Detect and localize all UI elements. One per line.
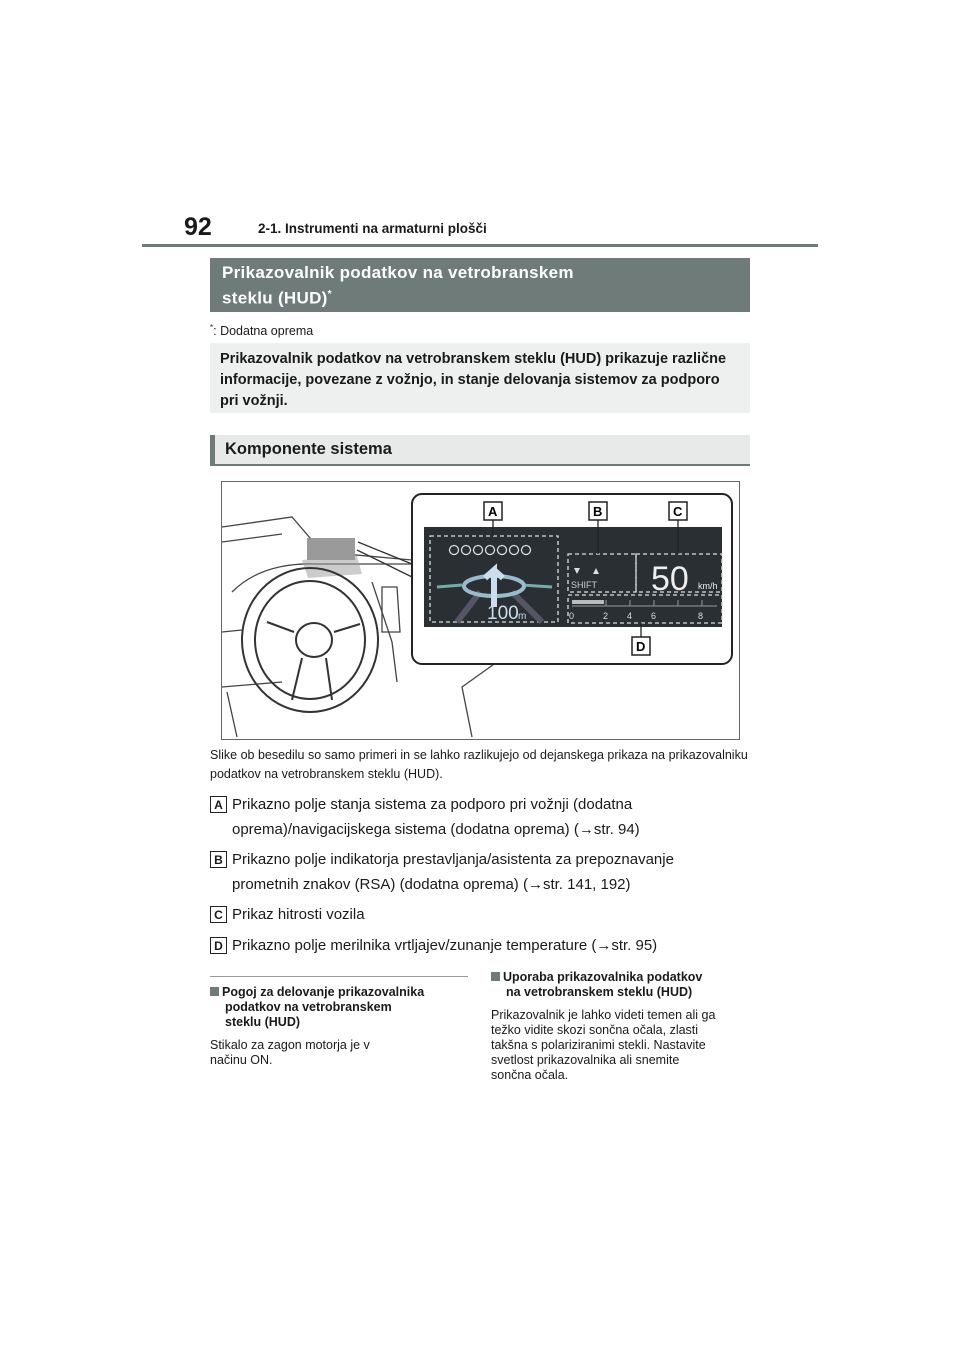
tach-bar <box>572 600 604 604</box>
note-left-heading-l3: steklu (HUD) <box>225 1015 301 1029</box>
speed-unit: km/h <box>698 581 718 591</box>
note-left-heading-l1: Pogoj za delovanje prikazovalnika <box>222 985 425 999</box>
component-item-b <box>210 847 755 897</box>
note-left <box>210 985 470 1068</box>
component-item-a <box>210 792 755 842</box>
shift-indicator: SHIFT <box>571 580 597 590</box>
notes-rule <box>210 976 468 977</box>
distance-unit: m <box>518 611 527 622</box>
badge-c: C <box>210 906 227 923</box>
hud-illustration <box>221 481 740 740</box>
tach-tick-4: 4 <box>627 611 633 621</box>
item-d-line1: Prikazno polje merilnika vrtljajev/zunanje temperature (→str. 95) <box>232 937 658 954</box>
footnote-text: : Dodatna oprema <box>213 324 314 339</box>
distance-value: 100 <box>487 603 519 624</box>
label-a: A <box>488 504 498 519</box>
note-right-heading-l1: Uporaba prikazovalnika podatkov <box>503 970 703 984</box>
note-left-heading <box>210 985 470 1000</box>
badge-d: D <box>210 937 227 954</box>
intro-box: Prikazovalnik podatkov na vetrobranskem steklu (HUD) prikazuje različne informacije, povezane z vožnjo, in stanje delovanja sistemov za podporo pri vožnji. <box>210 343 750 413</box>
chapter-title: 2-1. Instrumenti na armaturni plošči <box>258 221 487 236</box>
footnote-mark: * <box>327 289 332 300</box>
note-right-heading <box>491 970 756 985</box>
note-right-body-l2: težko vidite skozi sončna očala, zlasti <box>491 1023 699 1037</box>
tach-tick-8: 8 <box>698 611 704 621</box>
footnote-star: * <box>210 323 214 332</box>
label-c: C <box>673 504 683 519</box>
footnote <box>210 323 313 338</box>
note-left-body-l2: načinu ON. <box>210 1053 273 1067</box>
hud-illustration-svg <box>222 482 741 741</box>
badge-a: A <box>210 796 227 813</box>
item-b-line2: prometnih znakov (RSA) (dodatna oprema) (→str. 141, 192) <box>232 876 631 893</box>
note-right <box>491 970 756 1083</box>
square-bullet-icon <box>491 972 500 981</box>
note-right-heading-l2: na vetrobranskem steklu (HUD) <box>506 985 693 999</box>
note-left-heading-l2: podatkov na vetrobranskem <box>225 1000 392 1014</box>
item-c-line1: Prikaz hitrosti vozila <box>232 906 365 923</box>
badge-b: B <box>210 851 227 868</box>
section-title-line2: steklu (HUD) <box>222 288 328 308</box>
subsection-heading: Komponente sistema <box>210 435 750 466</box>
square-bullet-icon <box>210 987 219 996</box>
note-left-body-l1: Stikalo za zagon motorja je v <box>210 1038 370 1052</box>
header-rule <box>142 244 818 247</box>
note-right-body-l3: takšna s polariziranimi stekli. Nastavite <box>491 1038 706 1052</box>
component-item-c <box>210 902 755 927</box>
note-right-body-l1: Prikazovalnik je lahko videti temen ali ga <box>491 1008 716 1022</box>
steering-wheel <box>242 568 378 712</box>
item-b-line1: Prikazno polje indikatorja prestavljanja/asistenta za prepoznavanje <box>232 851 674 868</box>
section-title-line1: Prikazovalnik podatkov na vetrobranskem <box>222 263 574 282</box>
tach-tick-6: 6 <box>651 611 657 621</box>
item-a-line2: oprema)/navigacijskega sistema (dodatna oprema) (→str. 94) <box>232 821 640 838</box>
tach-tick-0: 0 <box>569 611 575 621</box>
callout-line <box>358 542 412 564</box>
speed-value: 50 <box>651 560 689 598</box>
note-right-body-l5: sončna očala. <box>491 1068 569 1082</box>
label-b: B <box>593 504 603 519</box>
figure-caption: Slike ob besedilu so samo primeri in se lahko razlikujejo od dejanskega prikaza na prikazovalniku podatkov na vetrobranskem steklu (HUD). <box>210 748 748 781</box>
item-a-line1: Prikazno polje stanja sistema za podporo pri vožnji (dodatna <box>232 796 633 813</box>
note-right-body-l4: svetlost prikazovalnika ali snemite <box>491 1053 680 1067</box>
component-item-d <box>210 933 755 958</box>
page-number: 92 <box>184 213 212 241</box>
label-d: D <box>636 639 646 654</box>
section-title <box>210 258 750 312</box>
tach-tick-2: 2 <box>603 611 609 621</box>
